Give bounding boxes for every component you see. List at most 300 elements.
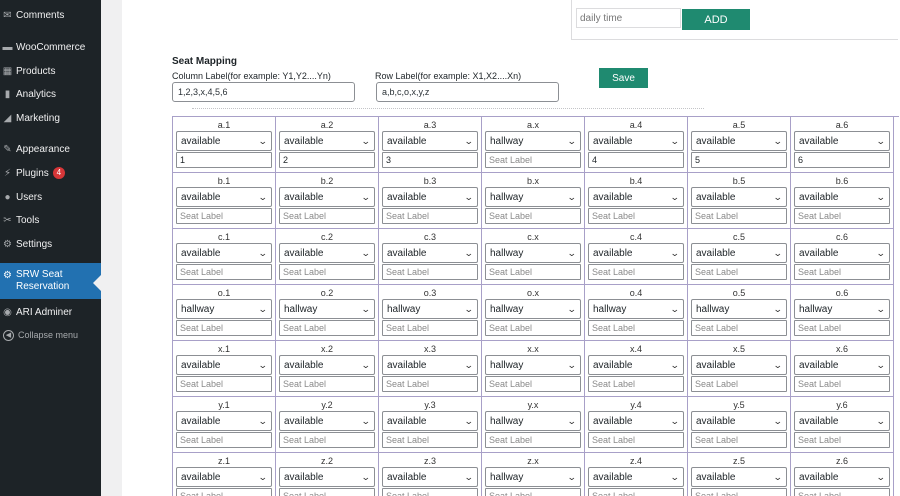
chevron-down-icon: ⌄	[464, 135, 475, 146]
seat-cell-title: b.6	[835, 176, 849, 186]
seat-status-select[interactable]	[485, 187, 581, 207]
seat-status-value: available	[696, 415, 736, 427]
chevron-down-icon: ⌄	[876, 359, 887, 370]
seat-cell	[791, 229, 894, 285]
products-icon: ▦	[2, 65, 13, 77]
seat-label-input[interactable]	[382, 320, 478, 336]
menu-item-label: SRW Seat Reservation	[16, 269, 70, 292]
seat-status-select[interactable]	[382, 411, 478, 431]
menu-item-comments[interactable]	[0, 4, 101, 26]
chevron-down-icon: ⌄	[670, 247, 681, 258]
seat-status-select[interactable]	[794, 355, 890, 375]
seat-cell	[379, 397, 482, 453]
seat-label-input[interactable]	[691, 376, 787, 392]
seat-status-value: available	[181, 471, 221, 483]
users-icon: ●	[4, 191, 11, 203]
chevron-down-icon: ⌄	[773, 415, 784, 426]
seat-label-input[interactable]	[176, 264, 272, 280]
seat-status-select[interactable]	[485, 131, 581, 151]
seat-status-value: hallway	[490, 471, 524, 483]
seat-status-value: available	[593, 135, 633, 147]
seat-status-select[interactable]	[588, 187, 684, 207]
seat-cell	[379, 453, 482, 496]
seat-status-select[interactable]	[794, 131, 890, 151]
seat-cell	[379, 117, 482, 173]
seat-label-input[interactable]	[691, 152, 787, 168]
menu-item-label: Tools	[16, 214, 40, 226]
seat-cell-title: b.5	[732, 176, 746, 186]
seat-status-value: available	[696, 359, 736, 371]
seat-cell	[173, 229, 276, 285]
seat-status-value: hallway	[284, 303, 318, 315]
seat-cell	[585, 173, 688, 229]
add-time-button[interactable]: ADD	[682, 9, 750, 30]
seat-status-select[interactable]	[382, 131, 478, 151]
menu-item-products[interactable]	[0, 60, 101, 82]
seat-status-select[interactable]	[176, 467, 272, 487]
seat-cell	[482, 285, 585, 341]
chevron-down-icon: ⌄	[773, 247, 784, 258]
seat-cell-title: a.2	[320, 120, 334, 130]
menu-item-tools[interactable]	[0, 209, 101, 231]
seat-cell-title: x.4	[629, 344, 642, 354]
seat-status-value: available	[696, 247, 736, 259]
seat-status-value: available	[181, 359, 221, 371]
seat-cell	[173, 397, 276, 453]
seat-label-input[interactable]	[588, 432, 684, 448]
seat-cell-title: z.x	[527, 456, 539, 466]
seat-status-select[interactable]	[382, 243, 478, 263]
seat-status-select[interactable]	[176, 131, 272, 151]
seat-cell	[276, 229, 379, 285]
seat-status-select[interactable]	[485, 355, 581, 375]
seat-label-input[interactable]	[485, 432, 581, 448]
seat-status-value: available	[387, 471, 427, 483]
menu-item-settings[interactable]	[0, 233, 101, 255]
seat-cell	[482, 397, 585, 453]
menu-item-label: Marketing	[16, 112, 60, 124]
daily-time-input[interactable]	[576, 8, 681, 28]
seat-cell	[585, 453, 688, 496]
seat-cell-title: x.5	[732, 344, 745, 354]
seat-status-value: available	[799, 415, 839, 427]
seat-cell	[379, 229, 482, 285]
row-label-caption: Row Label(for example: X1,X2....Xn)	[375, 71, 522, 81]
seat-label-input[interactable]	[794, 320, 890, 336]
seat-status-select[interactable]	[691, 355, 787, 375]
seat-label-input[interactable]	[279, 264, 375, 280]
seat-cell-title: a.x	[526, 120, 539, 130]
seat-status-select[interactable]	[588, 243, 684, 263]
seat-label-input[interactable]	[485, 152, 581, 168]
seat-cell-title: c.4	[629, 232, 642, 242]
seat-label-input[interactable]	[691, 208, 787, 224]
seat-cell-title: c.x	[527, 232, 539, 242]
menu-item-users[interactable]	[0, 186, 101, 208]
woocommerce-icon: ▬	[2, 41, 13, 53]
seat-label-input[interactable]	[382, 264, 478, 280]
chevron-down-icon: ⌄	[361, 415, 372, 426]
seat-label-input[interactable]	[382, 432, 478, 448]
seat-status-value: available	[284, 191, 324, 203]
seat-status-value: available	[799, 135, 839, 147]
menu-item-ari-adminer[interactable]	[0, 301, 101, 323]
menu-item-analytics[interactable]	[0, 83, 101, 105]
seat-status-select[interactable]	[485, 411, 581, 431]
seat-cell	[585, 285, 688, 341]
seat-status-value: available	[387, 359, 427, 371]
seat-label-input[interactable]	[588, 208, 684, 224]
seat-label-input[interactable]	[382, 208, 478, 224]
seat-label-input[interactable]	[485, 320, 581, 336]
seat-cell-title: a.6	[835, 120, 849, 130]
chevron-down-icon: ⌄	[773, 359, 784, 370]
menu-item-label: Comments	[16, 9, 65, 21]
seat-cell	[173, 173, 276, 229]
seat-cell-title: y.3	[424, 400, 436, 410]
chevron-down-icon: ⌄	[567, 359, 578, 370]
seat-cell-title: c.3	[423, 232, 436, 242]
seat-status-value: available	[593, 247, 633, 259]
seat-status-value: available	[284, 247, 324, 259]
seat-cell-title: x.1	[217, 344, 230, 354]
seat-label-input[interactable]	[485, 376, 581, 392]
seat-status-select[interactable]	[279, 131, 375, 151]
seat-label-input[interactable]	[279, 320, 375, 336]
seat-status-value: hallway	[696, 303, 730, 315]
seat-label-input[interactable]	[485, 488, 581, 496]
seat-label-input[interactable]	[794, 488, 890, 496]
seat-grid	[172, 116, 899, 496]
seat-cell	[791, 285, 894, 341]
seat-cell	[276, 117, 379, 173]
chevron-down-icon: ⌄	[361, 471, 372, 482]
seat-status-select[interactable]	[279, 243, 375, 263]
adminer-icon: ◉	[3, 306, 12, 318]
seat-status-select[interactable]	[382, 355, 478, 375]
seat-status-select[interactable]	[176, 243, 272, 263]
chevron-down-icon: ⌄	[773, 471, 784, 482]
marketing-icon: ◢	[3, 112, 12, 124]
seat-label-input[interactable]	[691, 432, 787, 448]
appearance-icon: ✎	[3, 143, 12, 155]
chevron-down-icon: ⌄	[361, 191, 372, 202]
seat-status-value: available	[799, 471, 839, 483]
chevron-down-icon: ⌄	[876, 247, 887, 258]
seat-status-value: hallway	[593, 303, 627, 315]
seat-cell	[173, 285, 276, 341]
seat-cell	[173, 117, 276, 173]
seat-status-value: available	[696, 471, 736, 483]
seat-cell-title: b.2	[320, 176, 334, 186]
seat-status-select[interactable]	[382, 187, 478, 207]
chevron-down-icon: ⌄	[670, 135, 681, 146]
seat-status-select[interactable]	[588, 131, 684, 151]
seat-status-select[interactable]	[176, 411, 272, 431]
chevron-down-icon: ⌄	[773, 191, 784, 202]
seat-status-select[interactable]	[588, 467, 684, 487]
seat-label-input[interactable]	[794, 208, 890, 224]
seat-cell-title: a.4	[629, 120, 643, 130]
seat-cell-title: x.6	[835, 344, 848, 354]
seat-status-select[interactable]	[588, 355, 684, 375]
seat-status-value: available	[387, 191, 427, 203]
chevron-down-icon: ⌄	[876, 303, 887, 314]
seat-status-select[interactable]	[794, 411, 890, 431]
seat-cell-title: c.1	[217, 232, 230, 242]
menu-item-label: Settings	[16, 238, 53, 250]
chevron-down-icon: ⌄	[567, 471, 578, 482]
chevron-down-icon: ⌄	[876, 135, 887, 146]
seat-status-value: available	[799, 191, 839, 203]
seat-cell-title: y.6	[836, 400, 848, 410]
seat-status-select[interactable]	[485, 467, 581, 487]
seat-label-input[interactable]	[176, 208, 272, 224]
seat-status-select[interactable]	[485, 243, 581, 263]
seat-cell-title: x.3	[423, 344, 436, 354]
seat-status-value: available	[387, 135, 427, 147]
seat-label-input[interactable]	[176, 488, 272, 496]
seat-label-input[interactable]	[176, 152, 272, 168]
seat-cell-title: y.5	[733, 400, 745, 410]
chevron-down-icon: ⌄	[876, 471, 887, 482]
seat-cell-title: o.4	[629, 288, 643, 298]
seat-label-input[interactable]	[691, 320, 787, 336]
seat-cell	[688, 117, 791, 173]
seat-cell	[688, 397, 791, 453]
seat-status-select[interactable]	[794, 187, 890, 207]
seat-status-select[interactable]	[691, 411, 787, 431]
seat-label-input[interactable]	[279, 152, 375, 168]
seat-cell	[585, 341, 688, 397]
seat-status-value: available	[593, 415, 633, 427]
menu-item-label: Plugins	[16, 167, 49, 179]
tools-icon: ✂	[3, 214, 12, 226]
seat-cell	[688, 341, 791, 397]
seat-label-input[interactable]	[176, 320, 272, 336]
chevron-down-icon: ⌄	[670, 415, 681, 426]
seat-status-value: hallway	[490, 191, 524, 203]
seat-label-input[interactable]	[382, 488, 478, 496]
seat-cell-title: b.3	[423, 176, 437, 186]
seat-status-value: hallway	[490, 359, 524, 371]
seat-label-input[interactable]	[794, 432, 890, 448]
seat-cell-title: b.x	[526, 176, 539, 186]
chevron-down-icon: ⌄	[464, 191, 475, 202]
seat-status-select[interactable]	[794, 299, 890, 319]
seat-status-select[interactable]	[382, 467, 478, 487]
seat-status-value: hallway	[490, 303, 524, 315]
seat-status-value: hallway	[181, 303, 215, 315]
seat-status-select[interactable]	[691, 467, 787, 487]
plugins-icon: ⚡	[3, 167, 12, 179]
seat-label-input[interactable]	[794, 376, 890, 392]
chevron-down-icon: ⌄	[670, 303, 681, 314]
seat-status-select[interactable]	[279, 299, 375, 319]
seat-cell	[585, 117, 688, 173]
chevron-down-icon: ⌄	[567, 247, 578, 258]
seat-label-input[interactable]	[279, 376, 375, 392]
seat-status-value: available	[181, 247, 221, 259]
seat-status-value: hallway	[490, 135, 524, 147]
chevron-down-icon: ⌄	[464, 303, 475, 314]
seat-cell-title: z.6	[835, 456, 848, 466]
seat-status-value: available	[593, 359, 633, 371]
seat-label-input[interactable]	[691, 264, 787, 280]
seat-status-select[interactable]	[279, 187, 375, 207]
seat-status-value: available	[593, 471, 633, 483]
seat-label-input[interactable]	[794, 264, 890, 280]
seat-status-select[interactable]	[794, 243, 890, 263]
seat-label-input[interactable]	[176, 376, 272, 392]
chevron-down-icon: ⌄	[773, 303, 784, 314]
menu-item-plugins[interactable]	[0, 162, 101, 184]
seat-cell	[276, 285, 379, 341]
row-label-input[interactable]	[376, 82, 559, 102]
chevron-down-icon: ⌄	[464, 359, 475, 370]
seat-status-select[interactable]	[382, 299, 478, 319]
menu-item-label: WooCommerce	[16, 41, 86, 53]
chevron-down-icon: ⌄	[670, 191, 681, 202]
seat-cell-title: y.1	[218, 400, 230, 410]
seat-cell	[688, 173, 791, 229]
seat-status-select[interactable]	[794, 467, 890, 487]
seat-status-select[interactable]	[588, 299, 684, 319]
seat-status-select[interactable]	[691, 299, 787, 319]
seat-cell	[585, 229, 688, 285]
seat-cell-title: z.4	[629, 456, 642, 466]
chevron-down-icon: ⌄	[258, 191, 269, 202]
seat-status-value: hallway	[490, 247, 524, 259]
seat-label-input[interactable]	[691, 488, 787, 496]
seat-label-input[interactable]	[588, 488, 684, 496]
seat-cell-title: y.2	[321, 400, 333, 410]
seat-label-input[interactable]	[279, 488, 375, 496]
seat-status-select[interactable]	[176, 299, 272, 319]
menu-item-label: Appearance	[16, 143, 70, 155]
seat-cell-title: o.x	[526, 288, 539, 298]
seat-cell-title: z.1	[217, 456, 230, 466]
seat-cell-title: b.1	[217, 176, 231, 186]
chevron-down-icon: ⌄	[567, 415, 578, 426]
seat-status-value: available	[284, 359, 324, 371]
seat-cell-title: c.6	[835, 232, 848, 242]
seat-status-value: available	[284, 415, 324, 427]
seat-cell-title: z.5	[732, 456, 745, 466]
seat-cell-title: a.1	[217, 120, 231, 130]
seat-label-input[interactable]	[279, 208, 375, 224]
seat-status-select[interactable]	[279, 467, 375, 487]
seat-label-input[interactable]	[382, 152, 478, 168]
seat-status-select[interactable]	[485, 299, 581, 319]
seat-cell-title: b.4	[629, 176, 643, 186]
seat-cell	[585, 397, 688, 453]
seat-cell	[379, 341, 482, 397]
seat-cell	[379, 285, 482, 341]
seat-status-select[interactable]	[691, 131, 787, 151]
seat-status-select[interactable]	[176, 355, 272, 375]
seat-status-select[interactable]	[588, 411, 684, 431]
seat-status-select[interactable]	[691, 243, 787, 263]
chevron-down-icon: ⌄	[670, 471, 681, 482]
seat-label-input[interactable]	[588, 320, 684, 336]
seat-cell	[482, 341, 585, 397]
chevron-down-icon: ⌄	[361, 135, 372, 146]
seat-cell	[276, 453, 379, 496]
chevron-down-icon: ⌄	[567, 191, 578, 202]
seat-status-value: available	[284, 471, 324, 483]
seat-status-select[interactable]	[279, 355, 375, 375]
seat-label-input[interactable]	[176, 432, 272, 448]
seat-label-input[interactable]	[588, 264, 684, 280]
seat-label-input[interactable]	[588, 152, 684, 168]
seat-status-select[interactable]	[176, 187, 272, 207]
menu-item-woocommerce[interactable]	[0, 36, 101, 58]
chevron-down-icon: ⌄	[464, 247, 475, 258]
chevron-down-icon: ⌄	[773, 135, 784, 146]
seat-status-value: available	[696, 191, 736, 203]
update-count-badge: 4	[53, 167, 65, 179]
chevron-down-icon: ⌄	[670, 359, 681, 370]
seat-status-select[interactable]	[279, 411, 375, 431]
seat-label-input[interactable]	[382, 376, 478, 392]
seat-label-input[interactable]	[794, 152, 890, 168]
seat-cell	[173, 341, 276, 397]
chevron-down-icon: ⌄	[876, 191, 887, 202]
menu-item-marketing[interactable]	[0, 107, 101, 129]
seat-cell	[173, 453, 276, 496]
chevron-down-icon: ⌄	[258, 471, 269, 482]
seat-cell	[791, 453, 894, 496]
settings-icon: ⚙	[3, 238, 12, 250]
seat-cell	[791, 173, 894, 229]
seat-status-select[interactable]	[691, 187, 787, 207]
seat-cell	[482, 173, 585, 229]
seat-cell-title: z.2	[320, 456, 333, 466]
seat-cell	[276, 173, 379, 229]
seat-label-input[interactable]	[485, 264, 581, 280]
seat-label-input[interactable]	[485, 208, 581, 224]
seat-cell-title: a.3	[423, 120, 437, 130]
seat-cell	[791, 341, 894, 397]
menu-item-appearance[interactable]	[0, 138, 101, 160]
seat-status-value: available	[799, 247, 839, 259]
gear-icon: ⚙	[3, 270, 12, 281]
seat-status-value: available	[181, 135, 221, 147]
daily-time-box	[571, 0, 898, 40]
save-button[interactable]: Save	[599, 68, 648, 88]
collapse-menu-button[interactable]	[0, 324, 101, 346]
seat-label-input[interactable]	[588, 376, 684, 392]
chevron-down-icon: ⌄	[258, 415, 269, 426]
seat-status-value: available	[387, 247, 427, 259]
seat-cell	[791, 397, 894, 453]
seat-cell	[482, 117, 585, 173]
chevron-down-icon: ⌄	[258, 135, 269, 146]
chevron-down-icon: ⌄	[258, 247, 269, 258]
menu-item-srw-seat-reservation[interactable]	[0, 263, 101, 299]
chevron-down-icon: ⌄	[464, 471, 475, 482]
seat-cell	[482, 229, 585, 285]
seat-label-input[interactable]	[279, 432, 375, 448]
chevron-down-icon: ⌄	[464, 415, 475, 426]
column-label-input[interactable]	[172, 82, 355, 102]
seat-cell	[688, 453, 791, 496]
seat-status-value: available	[593, 191, 633, 203]
seat-cell-title: y.x	[527, 400, 539, 410]
seat-status-value: hallway	[490, 415, 524, 427]
seat-cell	[791, 117, 894, 173]
